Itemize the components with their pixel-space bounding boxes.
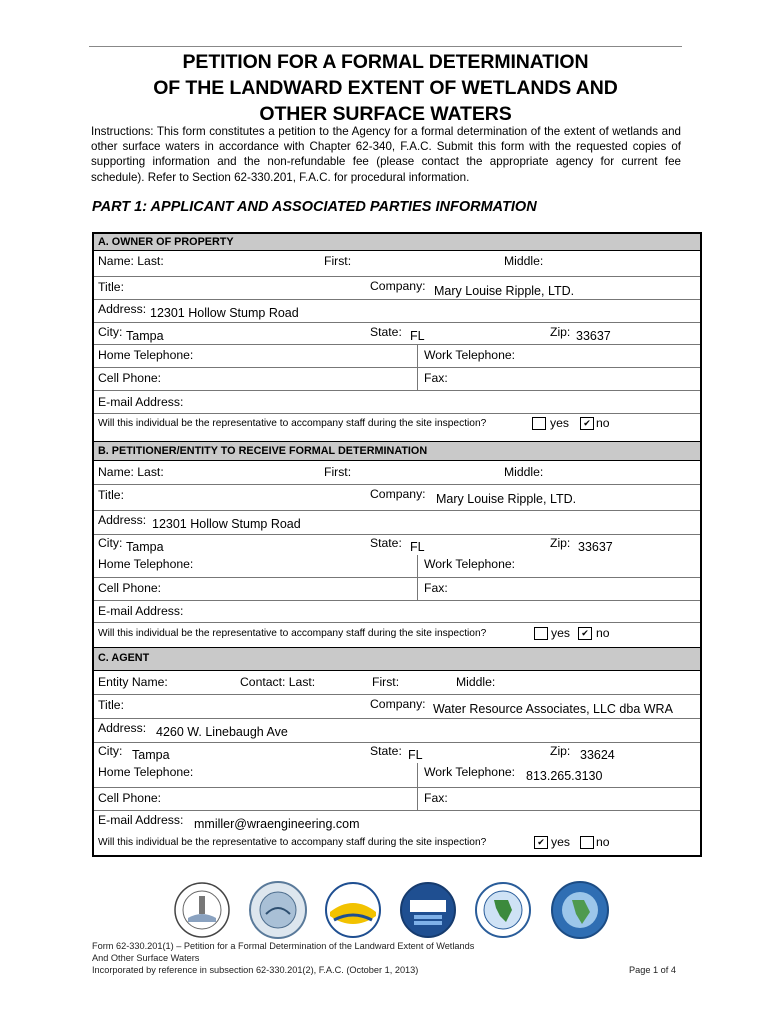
owner-yes-label: yes [550, 416, 569, 430]
agent-no-checkbox[interactable] [580, 836, 594, 849]
agent-state-field[interactable]: FL [408, 748, 423, 762]
owner-cell-field[interactable]: Cell Phone: [98, 371, 162, 385]
petitioner-rep-row [94, 622, 700, 644]
owner-address-label: Address: [98, 302, 147, 316]
agent-middle-name-field[interactable]: Middle: [456, 675, 496, 689]
agent-company-field[interactable]: Water Resource Associates, LLC dba WRA [433, 702, 673, 716]
owner-zip-field[interactable]: 33637 [576, 329, 611, 343]
section-b-title: B. PETITIONER/ENTITY TO RECEIVE FORMAL DETERMINATION [98, 445, 428, 457]
agent-cell-field[interactable]: Cell Phone: [98, 791, 162, 805]
agent-city-label: City: [98, 744, 123, 758]
agent-city-row [94, 742, 700, 763]
owner-no-checkbox[interactable]: ✔ [580, 417, 594, 430]
petitioner-middle-name-field[interactable]: Middle: [504, 465, 544, 479]
agent-company-label: Company: [370, 697, 426, 711]
petitioner-cell-field[interactable]: Cell Phone: [98, 581, 162, 595]
owner-city-label: City: [98, 325, 123, 339]
divider [417, 578, 418, 600]
petitioner-address-row [94, 510, 700, 534]
petitioner-city-label: City: [98, 536, 123, 550]
section-a-title: A. OWNER OF PROPERTY [98, 236, 234, 248]
owner-state-label: State: [370, 325, 402, 339]
section-a-header [94, 234, 700, 251]
agent-name-row [94, 671, 700, 694]
footer-line-1: Form 62-330.201(1) – Petition for a Formal Determination of the Landward Extent of Wetlands [92, 941, 475, 951]
agent-zip-field[interactable]: 33624 [580, 748, 615, 762]
owner-first-name-field[interactable]: First: [324, 254, 352, 268]
petitioner-yes-checkbox[interactable] [534, 627, 548, 640]
owner-address-row [94, 299, 700, 322]
agent-address-label: Address: [98, 721, 147, 735]
agent-work-tel-label: Work Telephone: [424, 765, 516, 779]
petitioner-company-label: Company: [370, 487, 426, 501]
petitioner-rep-question: Will this individual be the representative to accompany staff during the site inspection? [98, 628, 487, 639]
owner-phone-row [94, 344, 700, 367]
agency-logos [170, 880, 620, 940]
petitioner-no-label: no [596, 626, 610, 640]
petitioner-home-tel-field[interactable]: Home Telephone: [98, 557, 194, 571]
agent-home-tel-field[interactable]: Home Telephone: [98, 765, 194, 779]
agent-title-row [94, 694, 700, 718]
srwmd-seal-icon [326, 883, 380, 937]
agent-rep-row [94, 833, 700, 855]
divider [417, 788, 418, 810]
section-b-header [94, 441, 700, 461]
petitioner-address-label: Address: [98, 513, 147, 527]
petitioner-fax-field[interactable]: Fax: [424, 581, 448, 595]
agent-email-label: E-mail Address: [98, 813, 184, 827]
part1-heading: PART 1: APPLICANT AND ASSOCIATED PARTIES INFORMATION [92, 199, 537, 215]
petitioner-city-field[interactable]: Tampa [126, 540, 164, 554]
petitioner-work-tel-field[interactable]: Work Telephone: [424, 557, 516, 571]
page-number: Page 1 of 4 [629, 965, 676, 975]
petitioner-zip-field[interactable]: 33637 [578, 540, 613, 554]
owner-rep-row [94, 413, 700, 434]
owner-city-row [94, 322, 700, 344]
title-line-2: OF THE LANDWARD EXTENT OF WETLANDS AND [153, 77, 618, 99]
petitioner-cell-row [94, 577, 700, 600]
owner-company-field[interactable]: Mary Louise Ripple, LTD. [434, 284, 575, 298]
petitioner-last-name-field[interactable]: Name: Last: [98, 465, 164, 479]
owner-title-field[interactable]: Title: [98, 280, 124, 294]
owner-home-tel-field[interactable]: Home Telephone: [98, 348, 194, 362]
owner-cell-row [94, 367, 700, 390]
owner-email-row [94, 390, 700, 413]
owner-company-label: Company: [370, 279, 426, 293]
agent-yes-checkbox[interactable]: ✔ [534, 836, 548, 849]
petitioner-phone-row [94, 555, 700, 577]
section-c-header [94, 647, 700, 671]
owner-address-field[interactable]: 12301 Hollow Stump Road [150, 306, 299, 320]
petitioner-state-field[interactable]: FL [410, 540, 425, 554]
agent-phone-row [94, 763, 700, 787]
petitioner-company-field[interactable]: Mary Louise Ripple, LTD. [436, 492, 577, 506]
owner-city-field[interactable]: Tampa [126, 329, 164, 343]
owner-email-field[interactable]: E-mail Address: [98, 395, 184, 409]
owner-state-field[interactable]: FL [410, 329, 425, 343]
instructions: Instructions: This form constitutes a petition to the Agency for a formal determination of the extent of wetlands and other surface waters in accordance with Chapter 62-340, F.A.C. Submit this form with the requested copies of supporting information and the non-refundable fee (please contact the appropriate agency for current fee schedule). Refer to Section 62-330.201, F.A.C. for procedural information. [91, 125, 681, 184]
nwfwmd-seal-icon [250, 882, 306, 938]
agent-work-tel-field[interactable]: 813.265.3130 [526, 769, 603, 783]
agent-no-label: no [596, 835, 610, 849]
page-title [89, 49, 682, 127]
agent-zip-label: Zip: [550, 744, 571, 758]
dep-seal-icon [175, 883, 229, 937]
divider [417, 368, 418, 390]
top-rule [89, 46, 682, 47]
agent-state-label: State: [370, 744, 402, 758]
agent-fax-field[interactable]: Fax: [424, 791, 448, 805]
owner-zip-label: Zip: [550, 325, 571, 339]
agent-first-name-field[interactable]: First: [372, 675, 400, 689]
petitioner-city-row [94, 534, 700, 555]
owner-fax-field[interactable]: Fax: [424, 371, 448, 385]
agent-address-field[interactable]: 4260 W. Linebaugh Ave [156, 725, 288, 739]
agent-email-field[interactable]: mmiller@wraengineering.com [194, 817, 360, 831]
owner-name-row [94, 251, 700, 276]
owner-title-row [94, 276, 700, 299]
agent-entity-name-field[interactable]: Entity Name: [98, 675, 168, 689]
petitioner-title-row [94, 484, 700, 510]
owner-rep-question: Will this individual be the representative to accompany staff during the site inspection? [98, 418, 487, 429]
owner-middle-name-field[interactable]: Middle: [504, 254, 544, 268]
petitioner-title-field[interactable]: Title: [98, 488, 124, 502]
petitioner-address-field[interactable]: 12301 Hollow Stump Road [152, 517, 301, 531]
applicant-form [92, 232, 702, 857]
owner-no-label: no [596, 416, 610, 430]
petitioner-no-checkbox[interactable]: ✔ [578, 627, 592, 640]
owner-last-name-field[interactable]: Name: Last: [98, 254, 164, 268]
petitioner-zip-label: Zip: [550, 536, 571, 550]
divider [417, 555, 418, 577]
title-line-1: PETITION FOR A FORMAL DETERMINATION [182, 51, 589, 73]
agent-contact-last-field[interactable]: Contact: Last: [240, 675, 316, 689]
petitioner-name-row [94, 461, 700, 484]
agent-rep-question: Will this individual be the representative to accompany staff during the site inspection? [98, 837, 487, 848]
agent-city-field[interactable]: Tampa [132, 748, 170, 762]
agent-title-field[interactable]: Title: [98, 698, 124, 712]
owner-work-tel-field[interactable]: Work Telephone: [424, 348, 516, 362]
swfwmd-seal-icon [476, 883, 530, 937]
footer-line-3: Incorporated by reference in subsection 62-330.201(2), F.A.C. (October 1, 2013) [92, 965, 419, 976]
agent-email-row [94, 810, 700, 833]
petitioner-state-label: State: [370, 536, 402, 550]
divider [417, 345, 418, 367]
petitioner-email-row [94, 600, 700, 622]
agent-cell-row [94, 787, 700, 810]
section-c-title: C. AGENT [98, 652, 150, 664]
owner-yes-checkbox[interactable] [532, 417, 546, 430]
sfwmd-seal-icon [552, 882, 608, 938]
form-footer [92, 940, 474, 977]
agent-yes-label: yes [551, 835, 570, 849]
divider [417, 763, 418, 787]
title-line-3: OTHER SURFACE WATERS [259, 103, 512, 125]
agent-address-row [94, 718, 700, 742]
petitioner-first-name-field[interactable]: First: [324, 465, 352, 479]
footer-line-2: And Other Surface Waters [92, 953, 200, 964]
petitioner-yes-label: yes [551, 626, 570, 640]
sjrwmd-seal-icon [401, 883, 455, 937]
petitioner-email-field[interactable]: E-mail Address: [98, 604, 184, 618]
